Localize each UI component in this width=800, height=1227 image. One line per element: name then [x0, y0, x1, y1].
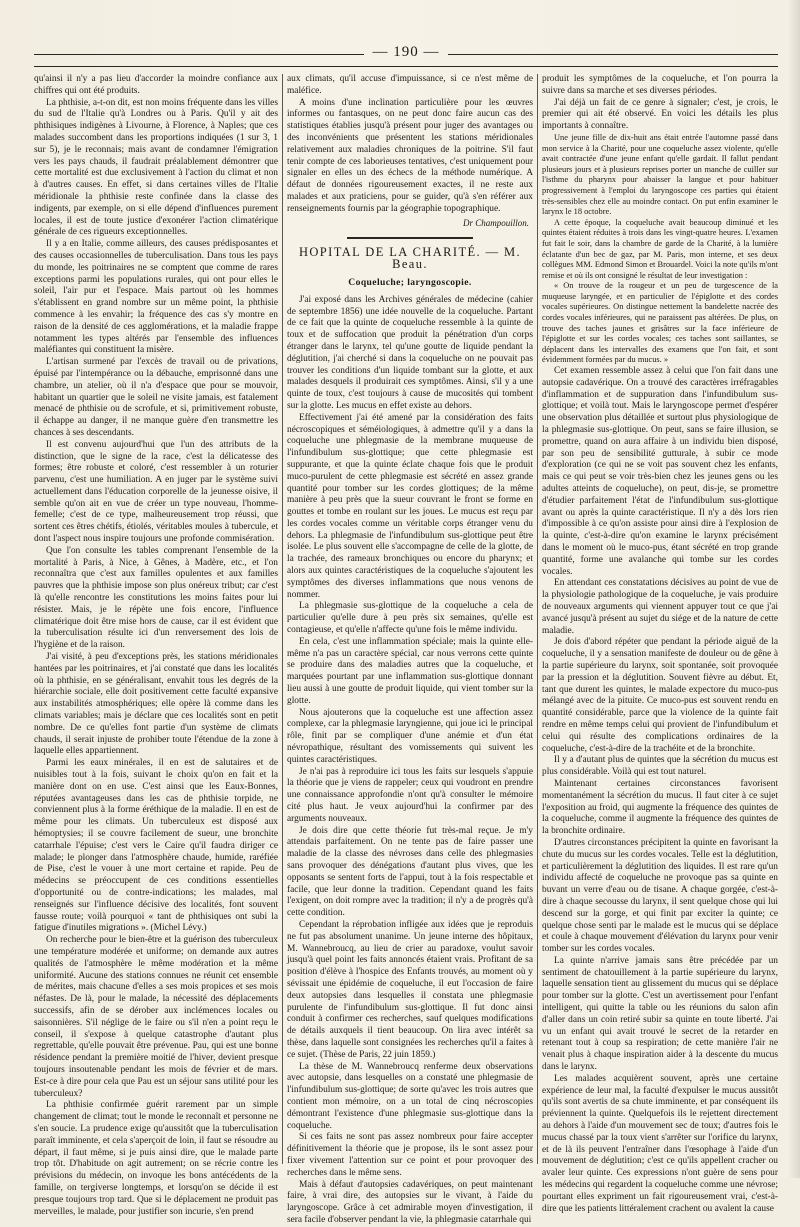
paragraph: En cela, c'est une inflammation spéciale; mais la quinte elle-même n'a pas un caractère spécial, car nous verrons cette quinte se produire dans des maladies autres que la coqueluche, et marquées pourtant par une inflammation sus-glottique donnant lieu aussi à une goutte de produit liquide, qui vient tomber sur la glotte. — [287, 636, 533, 706]
paragraph: Il y a d'autant plus de quintes que la sécrétion du mucus est plus considérable. Voilà qui est tout naturel. — [542, 755, 778, 778]
paragraph: Je dois d'abord répéter que pendant la période aiguë de la coqueluche, il y a sensation manifeste de douleur ou de gêne à la partie supérieure du larynx, soit spontanée, soit provoquée par la pression et la déglutition. Souvent fièvre au début. Et, tant que durent les quintes, le malade expectore du muco-pus mélangé avec de la pituite. Ce muco-pus est souvent rendu en quantité considérable, parce que la violence de la quinte fait rendre en même temps celui qui provient de l'infundibulum et celui qui résulte des complications ordinaires de la coqueluche, c'est-à-dire de la trachéite et de la bronchite. — [542, 637, 778, 754]
paragraph: Si ces faits ne sont pas assez nombreux pour faire accepter définitivement la théorie que je propose, ils le sont assez pour fixer vivement l'attention sur ce point et pour provoquer des recherches dans le même sens. — [287, 1132, 533, 1178]
paragraph: La phthisie, a-t-on dit, est non moins fréquente dans les villes du sud de l'Italie qu'à Londres ou à Paris. Qu'il y ait des phthisiques indigènes à Livourne, à Florence, à Naples; que ces malades succombent dans les proportions indiquées (1 sur 3, 1 sur 5), je le reconnais; mais avant de condamner l'émigration vers les pays chauds, il faudrait préalablement démontrer que cette mortalité est due exclusivement à l'action du climat et non à d'autres causes. En effet, si dans certaines villes de l'Italie méridionale la phthisie reste confinée dans la classe des indigents, par exemple, on si elle dépend d'influences purement locales, il est de toute justice d'exonérer l'action climatérique générale de ces rigueurs exceptionnelles. — [34, 97, 278, 238]
paragraph: Il y a en Italie, comme ailleurs, des causes prédisposantes et des causes occasionnelles de tuberculisation. Dans tous les pays du monde, les poitrinaires ne se comptent que comme de rares exceptions parmi les populations rurales, qui ont pour elles le soleil, l'air pur et l'espace. Mais partout où les hommes s'établissent en grand nombre sur un même point, la phthisie commence à les envahir; la fréquence des cas s'y montre en raison de la densité de ces agglomérations, et la maladie frappe notamment les types altérés par l'ensemble des influences maléfiantes qui constituent la misère. — [34, 239, 278, 356]
paragraph: Cet examen ressemble assez à celui que l'on fait dans une autopsie cadavérique. On a trouvé des caractères irréfragables d'inflammation et de suppuration dans l'infundibulum sus-glottique; et voilà tout. Mais le laryngoscope permet d'espérer une observation plus détaillée et surtout plus physiologique de la phlegmasie sus-glottique. On peut, sans se faire illusion, se promettre, quand on aura affaire à un individu bien disposé, par son peu de sensibilité gutturale, à subir ce mode d'exploration (ce qui ne se voit pas souvent chez les enfants, mais ce qui peut se voir très-bien chez les jeunes gens ou les adultes atteints de coqueluche), on peut, dis-je, se promettre d'étudier parfaitement l'état de l'infundibulum sus-glottique avant ou après la quinte caractéristique. Il n'y a dès lors rien d'impossible à ce qu'on assiste pour ainsi dire à l'explosion de la quinte, c'est-à-dire qu'on examine le larynx précisément dans le moment où le muco-pus, étant sécrété en trop grande quantité, forme une avalanche qui tombe sur les cordes vocales. — [542, 366, 778, 577]
paragraph: La quinte n'arrive jamais sans être précédée par un sentiment de chatouillement à la partie supérieure du larynx, laquelle sensation tient au glissement du mucus qui se déplace pour tomber sur la glotte. C'est un avertissement pour l'enfant intelligent, qui quitte la table ou les réunions du salon afin d'aller dans un coin retiré subir sa quinte en toute liberté. J'ai vu un enfant qui avait trouvé le secret de la retarder en retenant tout à coup sa respiration; de cette manière l'air ne venait plus à chaque inspiration aider à la descente du mucus dans le larynx. — [542, 955, 778, 1073]
paragraph: En attendant ces constatations décisives au point de vue de la physiologie pathologique de la coqueluche, je vais produire de nouveaux arguments qui viennent appuyer tout ce que j'ai avancé jusqu'à présent au sujet du siége et de la nature de cette maladie. — [542, 578, 778, 636]
paragraph: produit les symptômes de la coqueluche, et l'on pourra la suivre dans sa marche et ses diverses périodes. — [542, 74, 778, 96]
paragraph: Cependant la réprobation infligée aux idées que je reproduis ne fut pas absolument unanime. Un jeune interne des hôpitaux, M. Wannebroucq, au lieu de crier au paradoxe, voulut savoir jusqu'à quel point les faits annoncés étaient vrais. Profitant de sa position d'élève à l'hospice des Enfants trouvés, au moment où y sévissait une épidémie de coqueluche, il eut l'occasion de faire deux autopsies dans lesquelles il constata une phlegmasie purulente de l'infundibulum sus-glottique. Il fut donc ainsi conduit à confirmer ces recherches, sauf quelques modifications de détails auxquels il tient beaucoup. On lira avec intérêt sa thèse, dans laquelle sont consignées les recherches qu'il a faites à ce sujet. (Thèse de Paris, 22 juin 1859.) — [287, 919, 533, 1060]
paragraph: Effectivement j'ai été amené par la considération des faits nécroscopiques et séméiologiques, à admettre qu'il y a dans la coqueluche une phlegmasie de la membrane muqueuse de l'infundibulum sus-glottique; que cette phlegmasie est suppurante, et que la quinte éclate chaque fois que le produit muco-purulent de cette phlegmasie est sécrété en assez grande quantité pour tomber sur les cordes glottiques; de la même manière à peu près que la sueur couvrant le front se forme en gouttes et tombe en roulant sur les joues. Le mucus est reçu par les cordes vocales comme un véritable corps étranger venu du dehors. La phlegmasie de l'infundibulum sus-glottique peut être isolée. Le plus souvent elle s'accompagne de celle de la glotte, de la trachée, des rameaux bronchiques ou encore du pharynx; et alors aux quintes caractéristiques de la coqueluche s'ajoutent les symptômes des diverses inflammations que nous venons de nommer. — [287, 412, 533, 600]
column-divider — [537, 74, 538, 1164]
paragraph: Parmi les eaux minérales, il en est de salutaires et de nuisibles tout à la fois, suivant le choix qu'on en fait et la manière dont on en use. C'est ainsi que les Eaux-Bonnes, réputées avantageuses dans les cas de phthisie torpide, ne conviennent plus à la forme éréthique de la maladie. Il en est de même pour les climats. Un tuberculeux est disposé aux hémoptysies; il se couvre facilement de sueur, une bronchite catarrhale l'épuise; c'est vers le Caire qu'il faudra diriger ce malade; le plonger dans l'atmosphère chaude, humide, raréfiée de Pise, c'est le vouer à une mort certaine et rapide. Peu de médecins se préoccupent de ces conditions essentielles d'opportunité ou de contre-indications; les malades, mal renseignés sur l'influence décisive des localités, font souvent fausse route; voilà pourquoi « tant de phthisiques ont subi la fatigue d'inutiles migrations ». (Michel Lévy.) — [34, 758, 278, 934]
header-rule-right — [448, 54, 778, 55]
paragraph: J'ai visité, à peu d'exceptions près, les stations méridionales hantées par les poitrinaires, et j'ai constaté que dans les localités où la phthisie, en se généralisant, envahit tous les degrés de la hiérarchie sociale, elle doit positivement cette faculté expansive aux instabilités atmosphériques; elle opère là comme dans les climats variables; mais je déclare que ces localités sont en petit nombre. De ce qu'elles font partie d'un système de climats chauds, il serait injuste de prohiber toute l'étendue de la zone à laquelle elles appartiennent. — [34, 652, 278, 757]
header-bottom-rule — [34, 66, 778, 67]
paragraph: qu'ainsi il n'y a pas lieu d'accorder la moindre confiance aux chiffres qui ont été produits. — [34, 74, 278, 96]
page-number: — 190 — — [372, 44, 440, 60]
case-paragraph: « On trouve de la rougeur et un peu de turgescence de la muqueuse laryngée, et en particulier de l'épiglotte et des cordes vocales supérieures. On distingue nettement la bandelette nacrée des cordes vocales inférieures, qui ne paraissent pas altérées. De plus, on trouve des taches jaunes et grisâtres sur la face inférieure de l'épiglotte et sur les cordes vocales; ces taches sont saillantes, se déplacent dans les intervalles des examens que l'on fait, et sont évidemment formées par du mucus. » — [542, 281, 778, 365]
paragraph: Je dois dire que cette théorie fut très-mal reçue. Je m'y attendais parfaitement. On ne tente pas de faire passer une maladie de la classe des névroses dans celle des phlegmasies sans provoquer des dénégations d'autant plus vives, que les opposants se sentent forts de l'appui, tout à la fois respectable et facile, que leur donne la tradition. Cependant quand les faits l'exigent, on doit rompre avec la tradition; il n'y a de progrès qu'à cette condition. — [287, 825, 533, 919]
paragraph: L'artisan surmené par l'excès de travail ou de privations, épuisé par l'intempérance ou la débauche, emprisonné dans une chambre, un atelier, où il n'a d'espace que pour se mouvoir, habitant un quartier que le soleil ne visite jamais, est fatalement menacé de phthisie ou de scrofule, et si, primitivement robuste, il échappe au danger, il ne manque guère d'en transmettre les chances à ses descendants. — [34, 357, 278, 438]
paragraph: La phthisie confirmée guérit rarement par un simple changement de climat; tout le monde le reconnaît et personne ne s'en soucie. La prudence exige qu'aussitôt que la tuberculisation paraît imminente, et cela s'aperçoit de loin, il faut se résoudre au départ, il faut même, si je puis ainsi dire, que le malade parte trop tôt. D'habitude on agit autrement; on se récrie contre les prévisions du médecin, on invoque les bons antécédents de la famille, on tergiverse longtemps, et lorsqu'on se décide il est presque toujours trop tard. Que si le déplacement ne produit pas merveilles, le malade, pour justifier son incurie, s'en prend — [34, 1100, 278, 1217]
paragraph: Mais à défaut d'autopsies cadavériques, on peut maintenant faire, à vrai dire, des autopsies sur le vivant, à l'aide du laryngoscope. Grâce à cet admirable moyen d'investigation, il sera facile d'observer pendant la vie, la phlegmasie catarrhale qui — [287, 1179, 533, 1225]
paragraph: D'autres circonstances précipitent la quinte en favorisant la chute du mucus sur les cordes vocales. Telle est la déglutition, et particulièrement la déglutition des liquides. Il est rare qu'un individu affecté de coqueluche ne provoque pas sa quinte en buvant un verre d'eau ou de tisane. A chaque gorgée, c'est-à-dire à chaque secousse du larynx, il sent quelque chose qui lui descend sur la gorge, et qui finit par exciter la quinte; ce quelque chose senti par le malade est le mucus qui se déplace et coule à chaque mouvement d'élévation du larynx pour venir tomber sur les cordes vocales. — [542, 837, 778, 955]
paragraph: Les malades acquièrent souvent, après une certaine expérience de leur mal, la faculté d'expulser le mucus aussitôt qu'ils sont avertis de sa chute imminente, et par conséquent ils préviennent la quinte. Quelquefois ils le rejettent directement au dehors à l'aide d'un mouvement sec de toux; d'autres fois le mucus chassé par la toux vient s'arrêter sur l'orifice du larynx, et de là ils peuvent l'entraîner dans l'œsophage à l'aide d'un mouvement de déglutition; c'est ce qu'ils appellent cracher ou avaler leur quinte. Ces expressions n'ont guère de sens pour les médecins qui regardent la coqueluche comme une névrose; pourtant elles expriment un fait rigoureusement vrai, c'est-à-dire que les patients littéralement crachent ou avalent la cause — [542, 1073, 778, 1214]
page-header — [34, 44, 778, 64]
paragraph: Nous ajouterons que la coqueluche est une affection assez complexe, car la phlegmasie laryngienne, qui joue ici le principal rôle, finit par se compliquer d'une anémie et d'un état névropathique, résultant des vomissements qui suivent les quintes caractéristiques. — [287, 707, 533, 765]
column-2 — [287, 74, 533, 1225]
paragraph: A moins d'une inclination particulière pour les œuvres informes ou fantasques, on ne peut donc faire aucun cas des statistiques établies jusqu'à présent pour juger des avantages ou des inconvénients que présentent les stations méridionales relativement aux maladies chroniques de la poitrine. S'il faut tenir compte de ces laborieuses tentatives, c'est uniquement pour signaler en elles un des échecs de la méthode numérique. A défaut de données rigoureusement exactes, il ne reste aux malades et aux praticiens, pour se guider, qu'à s'en référer aux renseignements fournis par la géographie topographique. — [287, 97, 533, 214]
paragraph: aux climats, qu'il accuse d'impuissance, si ce n'est même de maléfice. — [287, 74, 533, 96]
paragraph: Je n'ai pas à reproduire ici tous les faits sur lesquels s'appuie la théorie que je viens de rappeler; ceux qui voudront en prendre une connaissance approfondie n'ont qu'à consulter le mémoire cité plus haut. Je veux aujourd'hui la confirmer par des arguments nouveaux. — [287, 766, 533, 824]
column-divider — [282, 74, 283, 1164]
case-paragraph: Une jeune fille de dix-huit ans était entrée l'automne passé dans mon service à la Charité, pour une coqueluche assez violente, qu'elle avait contractée d'une jeune enfant qu'elle gardait. Il fallut pendant plusieurs jours et à plusieurs reprises porter un manche de cuiller sur l'isthme du pharynx pour abaisser la langue et pour habituer progressivement à l'emploi du laryngoscope ces parties qui étaient très-sensibles chez elle au moindre contact. On put enfin examiner le larynx le 18 octobre. — [542, 132, 778, 217]
case-paragraph: A cette époque, la coqueluche avait beaucoup diminué et les quintes étaient réduites à trois dans les vingt-quatre heures. L'examen fut fait le soir, dans la chambre de garde de la Charité, à la lumière éclatante d'un bec de gaz, par M. Paris, mon interne, et ses deux collègues MM. Edmond Simon et Brouardel. Voici la note qu'ils m'ont remise et où ils ont consigné le résultat de leur investigation : — [542, 217, 778, 280]
paragraph: J'ai exposé dans les Archives générales de médecine (cahier de septembre 1856) une idée nouvelle de la coqueluche. Partant de ce fait que la quinte de coqueluche ressemble à la quinte de toux et de suffocation que produit la pénétration d'un corps étranger dans le larynx, tel qu'une goutte de liquide pendant la déglutition, j'ai cherché si dans la coqueluche on ne pouvait pas trouver les conditions d'un liquide tombant sur la glotte, et aux malades desquels il produirait ces symptômes. Ainsi, s'il y a une quinte de toux, c'est toujours à cause de mucosités qui tombent sur la glotte. Les mucus en effet existe au dehors. — [287, 294, 533, 411]
paragraph: Que l'on consulte les tables comprenant l'ensemble de la mortalité à Paris, à Nice, à Gênes, à Madère, etc., et l'on reconnaîtra que c'est aux familles opulentes et aux familles pauvres que la phthisie impose son plus onéreux tribut; car c'est là qu'elle rencontre les constitutions les moins faites pour lui résister. Mais, je le répète une fois encore, l'influence climatérique doit être mise hors de cause, car il est évident que la tuberculisation résulte ici d'un renversement des lois de l'hygiène et de la raison. — [34, 545, 278, 651]
column-1 — [34, 74, 278, 1217]
paragraph: Maintenant certaines circonstances favorisent momentanément la sécrétion du mucus. Il faut citer à ce sujet l'exposition au froid, qui augmente la fréquence des quintes de la coqueluche, comme il augmente la fréquence des quintes de la bronchite ordinaire. — [542, 778, 778, 837]
paragraph: J'ai déjà un fait de ce genre à signaler; c'est, je crois, le premier qui ait été observé. En voici les détails les plus importants à connaître. — [542, 97, 778, 132]
section-title: HOPITAL DE LA CHARITÉ. — M. Beau. — [298, 245, 522, 272]
column-3 — [542, 74, 778, 1214]
section-subtitle: Coqueluche; laryngoscopie. — [348, 276, 472, 288]
paragraph: La thèse de M. Wannebroucq renferme deux observations avec autopsie, dans lesquelles on a constaté une phlegmasie de l'infundibulum sus-glottique; de sorte qu'avec les trois autres que contient mon mémoire, on a un total de cinq nécroscopies démontrant l'existence d'une phlegmasie sus-glottique dans la coqueluche. — [287, 1061, 533, 1131]
section-divider-ornament — [287, 233, 533, 241]
paragraph: On recherche pour le bien-être et la guérison des tuberculeux une température modérée et uniforme; on demande aux autres qualités de l'atmosphère le même modération et la même uniformité. Aucune des stations connues ne réunit cet ensemble de mérites, mais chacune d'elles a ses mois propices et ses mois néfastes. De là, pour le malade, la nécessité des déplacements successifs, afin de se dérober aux inclémences locales ou saisonnières. S'il néglige de le faire ou s'il n'en a point reçu le conseil, il s'expose à quelque catastrophe d'autant plus regrettable, qu'elle pouvait être prévenue. Pau, qui est une bonne résidence pendant la première moitié de l'hiver, devient presque toujours insoutenable pendant les mois de février et de mars. Est-ce à dire pour cela que Pau est un séjour sans utilité pour les tuberculeux? — [34, 935, 278, 1099]
page-edge-shadow — [788, 0, 800, 1178]
paragraph: La phlegmasie sus-glottique de la coqueluche a cela de particulier qu'elle dure à peu près six semaines, qu'elle est contagieuse, et qu'elle n'affecte qu'une fois le même individu. — [287, 601, 533, 636]
author-signature: Dr Champouillon. — [462, 217, 529, 228]
paragraph: Il est convenu aujourd'hui que l'un des attributs de la distinction, que le signe de la race, c'est la délicatesse des formes; être robuste et coloré, c'est ressembler à un roturier parvenu, c'est une humiliation. A en juger par le système suivi actuellement dans l'éducation corporelle de la jeunesse oisive, il semble qu'on ait en vue de créer un type nouveau, l'homme-femelle; c'est de ce type, malheureusement trop réussi, que sortent ces êtres chétifs, étiolés, véritables moules à tubercule, et dont l'aspect nous inspire toujours une profonde commisération. — [34, 439, 278, 545]
